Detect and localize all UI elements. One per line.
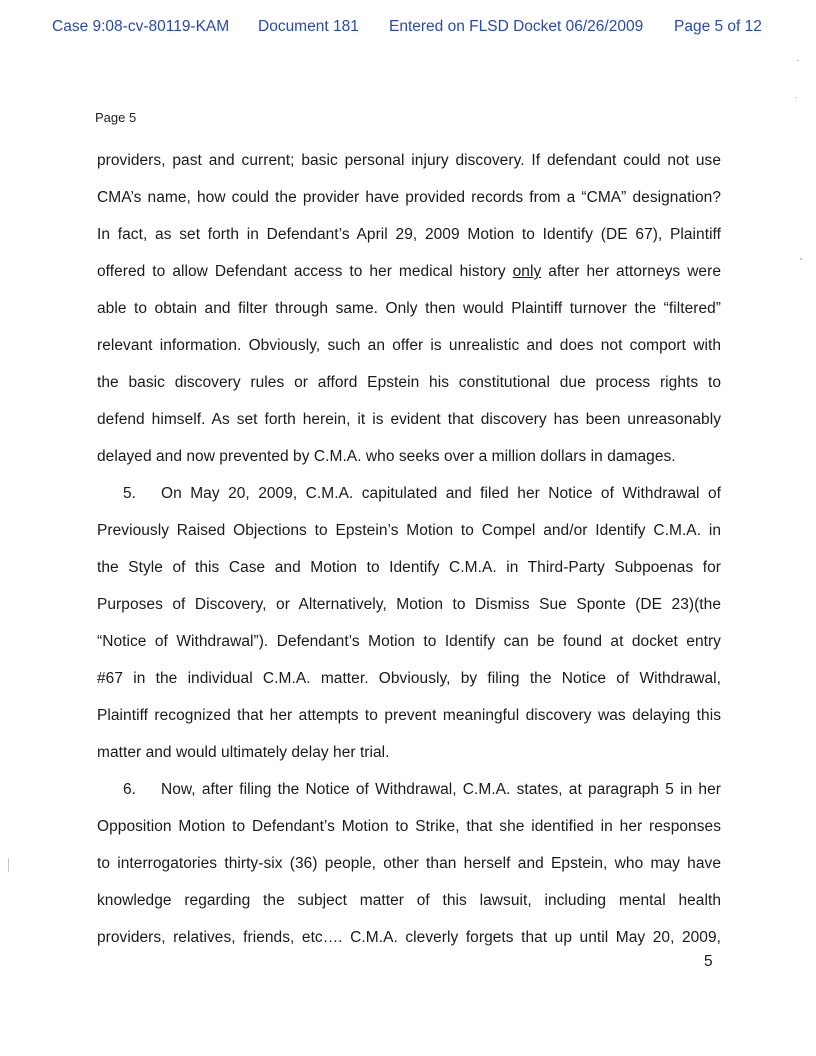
body-line: relevant information. Obviously, such an offer is unrealistic and does not comport with (97, 337, 721, 354)
docket-header (52, 18, 772, 38)
page-number: 5 (704, 953, 713, 970)
document-body (97, 146, 721, 960)
body-line: providers, past and current; basic personal injury discovery. If defendant could not use (97, 152, 721, 169)
body-line: the basic discovery rules or afford Epstein his constitutional due process rights to (97, 374, 721, 391)
body-line: #67 in the individual C.M.A. matter. Obviously, by filing the Notice of Withdrawal, (97, 670, 721, 687)
body-line-text: Now, after filing the Notice of Withdrawal, C.M.A. states, at paragraph 5 in her (161, 781, 721, 798)
page-label: Page 5 (95, 110, 137, 125)
body-line: the Style of this Case and Motion to Identify C.M.A. in Third-Party Subpoenas for (97, 559, 721, 576)
body-line: able to obtain and filter through same. Only then would Plaintiff turnover the “filtered” (97, 300, 721, 317)
paragraph-5-first-line (97, 479, 721, 516)
body-line: Purposes of Discovery, or Alternatively, Motion to Dismiss Sue Sponte (DE 23)(the (97, 596, 721, 613)
body-line-text: after her attorneys were (541, 263, 721, 280)
docket-case-number: Case 9:08-cv-80119-KAM (52, 18, 230, 35)
body-line: knowledge regarding the subject matter of this lawsuit, including mental health (97, 892, 721, 909)
body-line: matter and would ultimately delay her trial. (97, 744, 390, 761)
body-line (97, 257, 721, 294)
body-line: In fact, as set forth in Defendant’s April 29, 2009 Motion to Identify (DE 67), Plaintiff (97, 226, 721, 243)
body-line: Previously Raised Objections to Epstein’s Motion to Compel and/or Identify C.M.A. in (97, 522, 721, 539)
paragraph-number: 5. (123, 485, 137, 502)
scan-speck (797, 60, 799, 61)
body-line-text: offered to allow Defendant access to her medical history (97, 263, 513, 280)
scan-speck (800, 258, 802, 260)
docket-page-count: Page 5 of 12 (674, 18, 762, 35)
docket-document-number: Document 181 (258, 18, 359, 35)
paragraph-6-first-line (97, 775, 721, 812)
body-line: Plaintiff recognized that her attempts to prevent meaningful discovery was delaying this (97, 707, 721, 724)
underlined-emphasis: only (512, 263, 542, 280)
scan-speck (8, 858, 9, 872)
body-line: to interrogatories thirty-six (36) people, other than herself and Epstein, who may have (97, 855, 721, 872)
docket-entered-date: Entered on FLSD Docket 06/26/2009 (389, 18, 644, 35)
body-line: delayed and now prevented by C.M.A. who seeks over a million dollars in damages. (97, 448, 676, 465)
body-line: providers, relatives, friends, etc…. C.M.A. cleverly forgets that up until May 20, 2009, (97, 929, 721, 946)
body-line: “Notice of Withdrawal”). Defendant’s Motion to Identify can be found at docket entry (97, 633, 721, 650)
paragraph-number: 6. (123, 781, 137, 798)
body-line: defend himself. As set forth herein, it is evident that discovery has been unreasonably (97, 411, 721, 428)
body-line-text: On May 20, 2009, C.M.A. capitulated and filed her Notice of Withdrawal of (161, 485, 721, 502)
body-line: CMA’s name, how could the provider have provided records from a “CMA” designation? (97, 189, 721, 206)
scan-speck (795, 97, 797, 98)
body-line: Opposition Motion to Defendant’s Motion to Strike, that she identified in her responses (97, 818, 721, 835)
